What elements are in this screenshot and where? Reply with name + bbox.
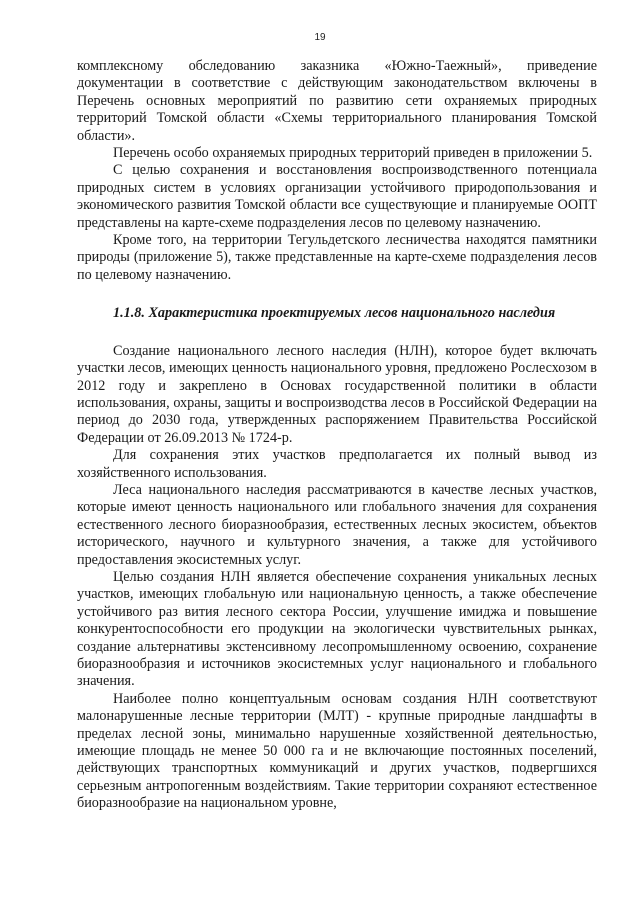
paragraph: Для сохранения этих участков предполагается их полный вывод из хозяйственного использования. [77, 447, 597, 481]
paragraph: Перечень особо охраняемых природных территорий приведен в приложении 5. [113, 145, 593, 162]
paragraph: Наиболее полно концептуальным основам создания НЛН соответствуют малонарушенные лесные территории (МЛТ) - крупные природные ландшафты в пределах лесной зоны, минимально нарушенные хозяйственной деятельностью, имеющие площадь не менее 50 000 га и не включающие постоянных поселений, действующих транспортных коммуникаций и других участков, подвергшихся серьезным антропогенным воздействиям. Такие территории сохраняют естественное биоразнообразие на национальном уровне, [77, 690, 597, 812]
paragraph: С целью сохранения и восстановления воспроизводственного потенциала природных систем в условиях организации устойчивого природопользования и экономического развития Томской области все существующие и планируемые ООПТ представлены на карте-схеме подразделения лесов по целевому назначению. [77, 162, 597, 231]
paragraph: Целью создания НЛН является обеспечение сохранения уникальных лесных участков, имеющих глобальную или национальную ценность, а также обеспечение устойчивого раз вития лесного сектора России, улучшение имиджа и повышение конкурентоспособности его продукции на экологически чувствительных рынках, создание альтернативы экстенсивному лесопромышленному освоению, сохранение биоразнообразия и источников экосистемных услуг национального и глобального значения. [77, 568, 597, 690]
paragraph: Создание национального лесного наследия (НЛН), которое будет включать участки лесов, имеющих ценность национального уровня, предложено Рослесхозом в 2012 году и закреплено в Основах государственной политики в области использования, охраны, защиты и воспроизводства лесов в Российской Федерации на период до 2030 года, утвержденных распоряжением Правительства Российской Федерации от 26.09.2013 № 1724-р. [77, 342, 597, 446]
page-number: 19 [314, 32, 326, 43]
paragraph: Леса национального наследия рассматриваются в качестве лесных участков, которые имеют ценность национального или глобального значения для сохранения естественного лесного биоразнообразия, естественных лесных экосистем, объектов исторического, научного и культурного значения, а также для устойчивого предоставления экосистемных услуг. [77, 481, 597, 568]
document-body [77, 58, 597, 813]
paragraph: Кроме того, на территории Тегульдетского лесничества находятся памятники природы (приложение 5), также представленные на карте-схеме подразделения лесов по целевому назначению. [77, 232, 597, 283]
paragraph-continued: комплексному обследованию заказника «Южно-Таежный», приведение документации в соответствие с действующим законодательством включены в Перечень основных мероприятий по развитию сети охраняемых природных территорий Томской области «Схемы территориального планирования Томской области». [77, 58, 597, 144]
section-heading: 1.1.8. Характеристика проектируемых лесов национального наследия [113, 305, 556, 322]
